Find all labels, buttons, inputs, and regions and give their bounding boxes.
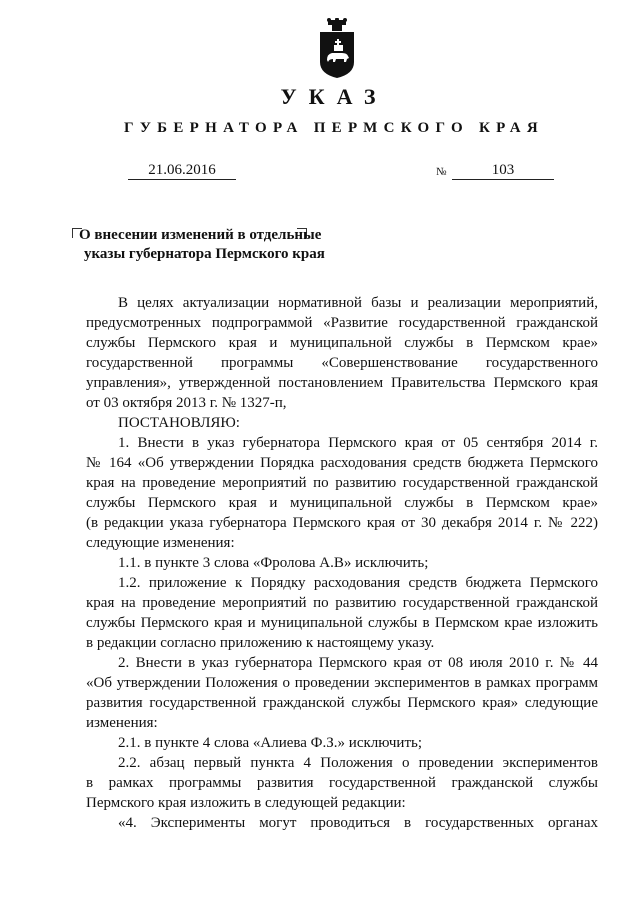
- body-line: управления», утвержденной постановлением Правительства Пермского края: [86, 375, 598, 391]
- coat-of-arms-emblem: [316, 18, 358, 80]
- body-line: ПОСТАНОВЛЯЮ:: [118, 415, 240, 431]
- decree-subject: [79, 226, 325, 264]
- subject-line: О внесении изменений в отдельные: [79, 227, 322, 243]
- body-line: «Об утверждении Положения о проведении экспериментов в рамках программ: [86, 675, 598, 691]
- body-line: края на проведение мероприятий по развитию государственной гражданской: [86, 475, 598, 491]
- body-line: развития государственной гражданской службы Пермского края» следующие: [86, 695, 598, 711]
- body-line: края на проведение мероприятий по развитию государственной гражданской: [86, 595, 598, 611]
- body-line: следующие изменения:: [86, 535, 235, 551]
- body-line: 2.1. в пункте 4 слова «Алиева Ф.З.» исключить;: [118, 735, 423, 751]
- body-line: службы Пермского края и муниципальной службы в Пермском крае»: [86, 495, 598, 511]
- body-line: 1. Внести в указ губернатора Пермского края от 05 сентября 2014 г.: [118, 435, 598, 451]
- number-label: №: [436, 166, 447, 178]
- body-line: в рамках программы развития государственной гражданской службы: [86, 775, 598, 791]
- body-line: в редакции согласно приложению к настоящему указу.: [86, 635, 435, 651]
- body-line: государственной программы «Совершенствование государственного: [86, 355, 598, 371]
- body-line: от 03 октября 2013 г. № 1327-п,: [86, 395, 287, 411]
- body-line: 1.2. приложение к Порядку расходования средств бюджета Пермского: [118, 575, 598, 591]
- body-line: изменения:: [86, 715, 158, 731]
- body-line: Пермского края изложить в следующей редакции:: [86, 795, 406, 811]
- body-line: предусмотренных подпрограммой «Развитие государственной гражданской: [86, 315, 598, 331]
- decree-issuer: ГУБЕРНАТОРА ПЕРМСКОГО КРАЯ: [123, 120, 544, 136]
- body-line: (в редакции указа губернатора Пермского края от 30 декабря 2014 г. № 222): [86, 515, 598, 531]
- body-line: службы Пермского края и муниципальной службы в Пермском крае»: [86, 335, 598, 351]
- body-line: «4. Эксперименты могут проводиться в государственных органах: [118, 815, 598, 831]
- decree-title: УКАЗ: [280, 84, 388, 109]
- subject-line: указы губернатора Пермского края: [84, 246, 325, 262]
- decree-date: 21.06.2016: [128, 161, 236, 180]
- body-line: 2. Внести в указ губернатора Пермского края от 08 июля 2010 г. № 44: [118, 655, 598, 671]
- body-line: 2.2. абзац первый пункта 4 Положения о проведении экспериментов: [118, 755, 598, 771]
- body-line: № 164 «Об утверждении Порядка расходования средств бюджета Пермского: [86, 455, 598, 471]
- body-line: службы Пермского края и муниципальной службы в Пермском крае изложить: [86, 615, 598, 631]
- body-line: В целях актуализации нормативной базы и реализации мероприятий,: [118, 295, 598, 311]
- body-line: 1.1. в пункте 3 слова «Фролова А.В» исключить;: [118, 555, 429, 571]
- decree-number: 103: [452, 161, 554, 180]
